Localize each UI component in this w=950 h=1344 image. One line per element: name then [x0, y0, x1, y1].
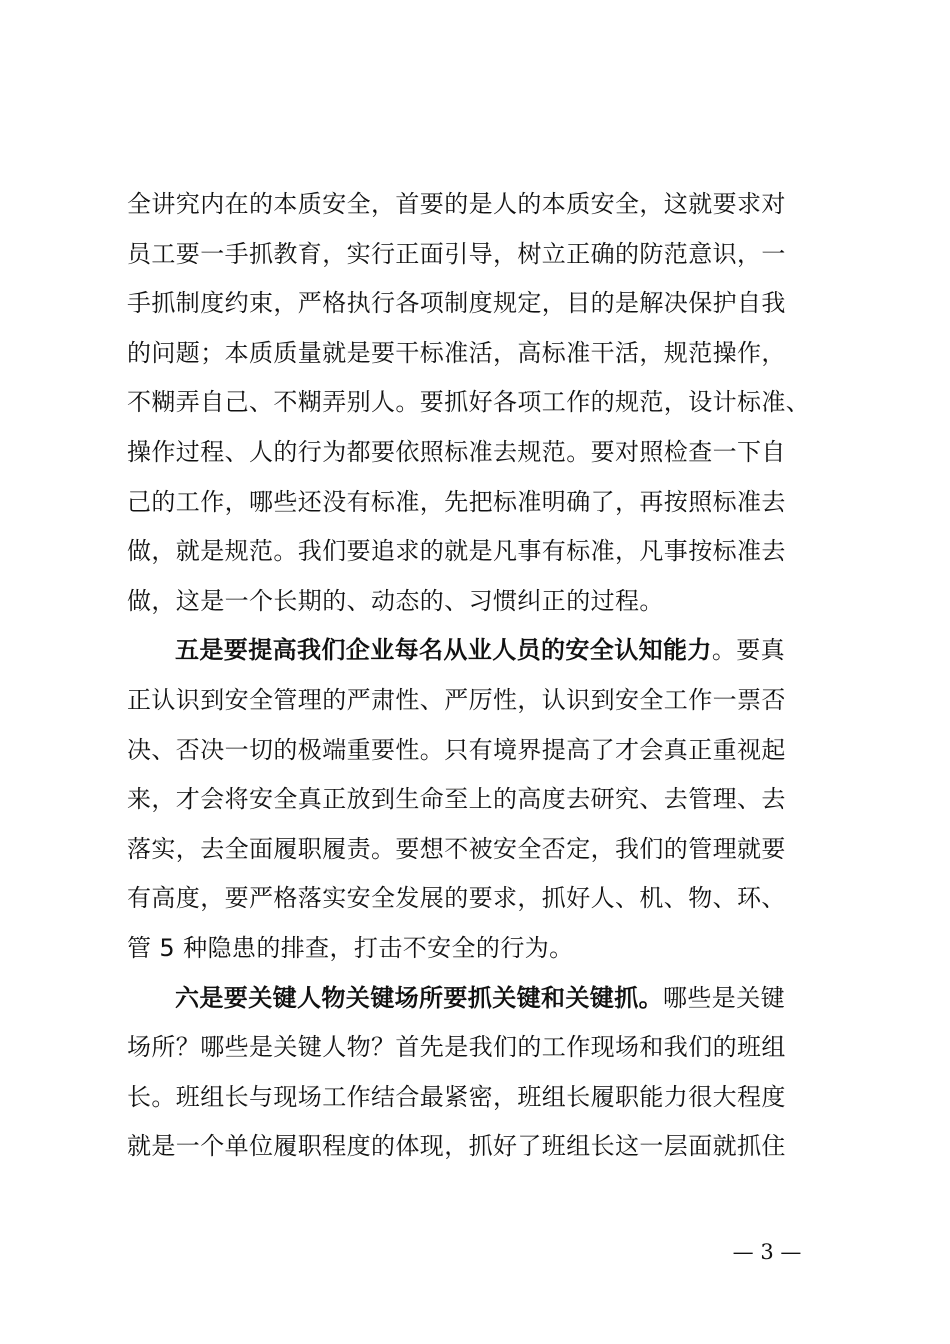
paragraph-lead: 六是要关键人物关键场所要抓关键和关键抓。 — [175, 983, 663, 1012]
line-text: 就是一个单位履职程度的体现，抓好了班组长这一层面就抓住 — [127, 1132, 786, 1161]
text-line-20 — [127, 1122, 837, 1172]
line-text: 正认识到安全管理的严肃性、严厉性，认识到安全工作一票否 — [127, 685, 786, 714]
text-line-17 — [127, 974, 837, 1024]
line-text: 操作过程、人的行为都要依照标准去规范。要对照检查一下自 — [127, 437, 786, 466]
line-text: 己的工作，哪些还没有标准，先把标准明确了，再按照标准去 — [127, 487, 786, 516]
line-text: 决、否决一切的极端重要性。只有境界提高了才会真正重视起 — [127, 735, 786, 764]
text-line-8 — [127, 527, 837, 577]
line-text: 场所？哪些是关键人物？首先是我们的工作现场和我们的班组 — [127, 1033, 786, 1062]
body-text — [127, 180, 837, 1172]
text-line-14 — [127, 825, 837, 875]
paragraph-lead: 五是要提高我们企业每名从业人员的安全认知能力 — [175, 636, 712, 665]
line-text: 做，就是规范。我们要追求的就是凡事有标准，凡事按标准去 — [127, 537, 786, 566]
line-text: 来，才会将安全真正放到生命至上的高度去研究、去管理、去 — [127, 785, 786, 814]
text-line-9 — [127, 577, 837, 627]
text-line-18 — [127, 1023, 837, 1073]
text-line-11 — [127, 676, 837, 726]
line-text: 。要真 — [711, 636, 786, 665]
text-line-10 — [127, 626, 837, 676]
text-line-6 — [127, 428, 837, 478]
line-text: 手抓制度约束，严格执行各项制度规定，目的是解决保护自我 — [127, 289, 786, 318]
line-text: 落实，去全面履职履责。要想不被安全否定，我们的管理就要 — [127, 834, 786, 863]
text-line-2 — [127, 230, 837, 280]
text-line-16 — [127, 924, 837, 974]
text-line-15 — [127, 874, 837, 924]
text-line-13 — [127, 775, 837, 825]
line-text: 做，这是一个长期的、动态的、习惯纠正的过程。 — [127, 586, 664, 615]
text-line-12 — [127, 726, 837, 776]
line-text: 员工要一手抓教育，实行正面引导，树立正确的防范意识，一 — [127, 239, 786, 268]
text-line-3 — [127, 279, 837, 329]
text-line-4 — [127, 329, 837, 379]
text-line-19 — [127, 1073, 837, 1123]
line-text: 哪些是关键 — [663, 983, 785, 1012]
page-number: — 3 — — [732, 1240, 802, 1264]
text-line-5 — [127, 378, 837, 428]
text-line-1 — [127, 180, 837, 230]
text-line-7 — [127, 478, 837, 528]
line-text: 有高度，要严格落实安全发展的要求，抓好人、机、物、环、 — [127, 884, 786, 913]
line-text: 长。班组长与现场工作结合最紧密，班组长履职能力很大程度 — [127, 1082, 786, 1111]
line-text: 管 5 种隐患的排查，打击不安全的行为。 — [127, 933, 574, 962]
line-text: 全讲究内在的本质安全，首要的是人的本质安全，这就要求对 — [127, 190, 786, 218]
line-text: 的问题；本质质量就是要干标准活，高标准干活，规范操作， — [127, 338, 786, 367]
line-text: 不糊弄自己、不糊弄别人。要抓好各项工作的规范，设计标准、 — [127, 388, 811, 417]
